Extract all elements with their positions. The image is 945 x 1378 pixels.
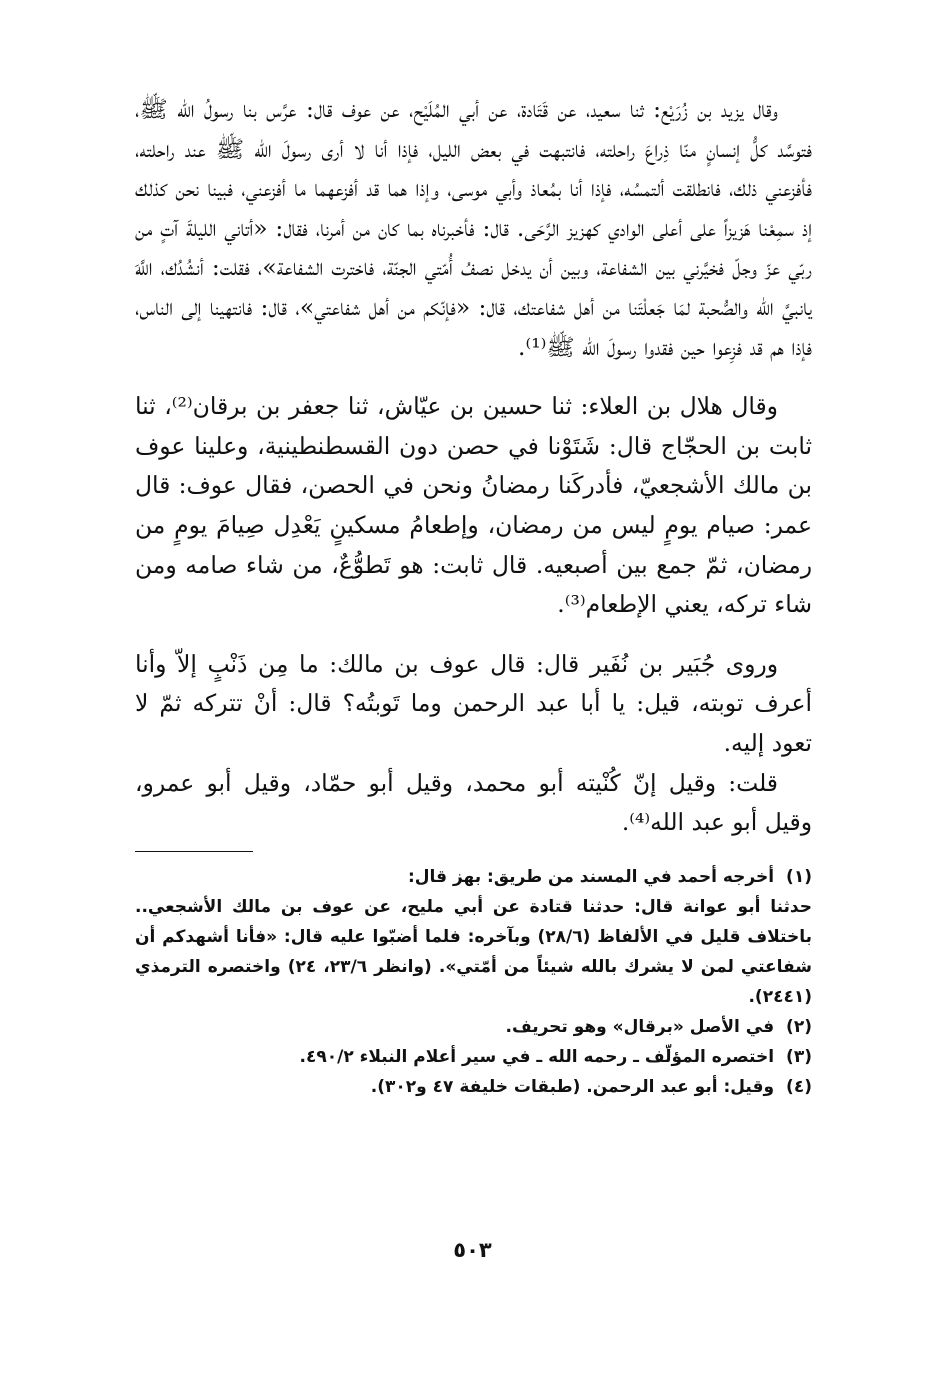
footnote-text: وقيل: أبو عبد الرحمن. (طبقات خليفة ٤٧ و٣٠٢).: [370, 1076, 775, 1097]
footnote-1: [135, 862, 812, 892]
footnote-text: في الأصل «برقال» وهو تحريف.: [505, 1016, 775, 1037]
footnote-3: [135, 1042, 812, 1072]
footnote-text: اختصره المؤلّف ـ رحمه الله ـ في سير أعلام النبلاء ٤٩٠/٢.: [299, 1046, 775, 1067]
footnote-2: [135, 1012, 812, 1042]
paragraph-4: قلت: وقيل إنّ كُنْيته أبو محمد، وقيل أبو حمّاد، وقيل أبو عمرو، وقيل أبو عبد الله⁽⁴⁾.: [135, 768, 812, 837]
paragraph-3: وروى جُبَير بن نُفَير قال: قال عوف بن مالك: ما مِن ذَنْبٍ إلاّ وأنا أعرف توبته، قيل: يا أبا عبد الرحمن وما تَوبتُه؟ قال: أنْ تتركه ثمّ لا تعود إليه.: [135, 649, 812, 757]
footnote-4: [135, 1072, 812, 1102]
paragraph-2: وقال هلال بن العلاء: ثنا حسين بن عيّاش، ثنا جعفر بن برقان⁽²⁾، ثنا ثابت بن الحجّاج قال: شَتَوْنا في حصن دون القسطنطينية، وعلينا عوف بن مالك الأشجعيّ، فأدركَنا رمضانُ ونحن في الحصن، فقال عوف: قال عمر: صيام يومٍ ليس من رمضان، وإطعامُ مسكينٍ يَعْدِل صِيامَ يومٍ من رمضان، ثمّ جمع بين أصبعيه. قال ثابت: هو تَطوُّعٌ، من شاء صامه ومن شاء تركه، يعني الإطعام⁽³⁾.: [135, 392, 813, 619]
footnote-divider: [135, 851, 253, 852]
footnote-1-continued: حدثنا أبو عوانة قال: حدثنا قتادة عن أبي مليح، عن عوف بن مالك الأشجعي.. باختلاف قليل في الألفاظ (٢٨/٦) وبآخره: فلما أضبّوا عليه قال: «فأنا أشهدكم أن شفاعتي لمن لا يشرك بالله شيئاً من أمّتي». (وانظر ٢٣/٦، ٢٤) واختصره الترمذي (٢٤٤١).: [135, 896, 812, 1007]
paragraph-gap: [135, 367, 812, 387]
paragraph-gap: [135, 625, 812, 645]
footnote-number: (١): [786, 866, 812, 887]
footnote-number: (٤): [786, 1076, 812, 1097]
page-body: [135, 90, 812, 1102]
footnote-text: أخرجه أحمد في المسند من طريق: بهز قال:: [407, 866, 775, 887]
footnote-number: (٢): [786, 1016, 812, 1037]
footnotes: [135, 862, 812, 1102]
paragraph-1: وقال يزيد بن زُرَيْع: ثنا سعيد، عن قَتَادة، عن أبي المُلَيْح، عن عوف قال: عرَّس بنا رسولُ الله ﷺ، فتوسَّد كلُّ إنسانٍ منّا ذِراعَ راحلته، فانتبهت في بعض الليل، فإذا أنا لا أرى رسولَ الله ﷺ عند راحلته، فأفزعني ذلك، فانطلقت ألتمسُه، فإذا أنا بمُعاذ وأبي موسى، وإذا هما قد أفزعهما ما أفزعني، فبينا نحن كذلك إذ سمِعْنا هَزيزاً على أعلى الوادي كهزيز الرَّحَى. قال: فأخبرناه بما كان من أمرنا، فقال: «أتاني الليلةَ آتٍ من ربّي عزّ وجلّ فخيَّرني بين الشفاعة، وبين أن يدخل نصفُ أُمّتي الجنّة، فاخترت الشفاعة»، فقلت: أنشُدُك، اللَّهَ يانبيَّ الله والصُّحبة لمَا جَعلْتَنا من أهل شفاعتك، قال: «فإنّكم من أهل شفاعتي»، قال: فانتهينا إلى الناس، فإذا هم قد فزِعوا حين فقدوا رسولَ الله ﷺ⁽¹⁾.: [135, 95, 812, 361]
page-number: ٥٠٣: [453, 1238, 492, 1262]
footnote-number: (٣): [786, 1046, 812, 1067]
